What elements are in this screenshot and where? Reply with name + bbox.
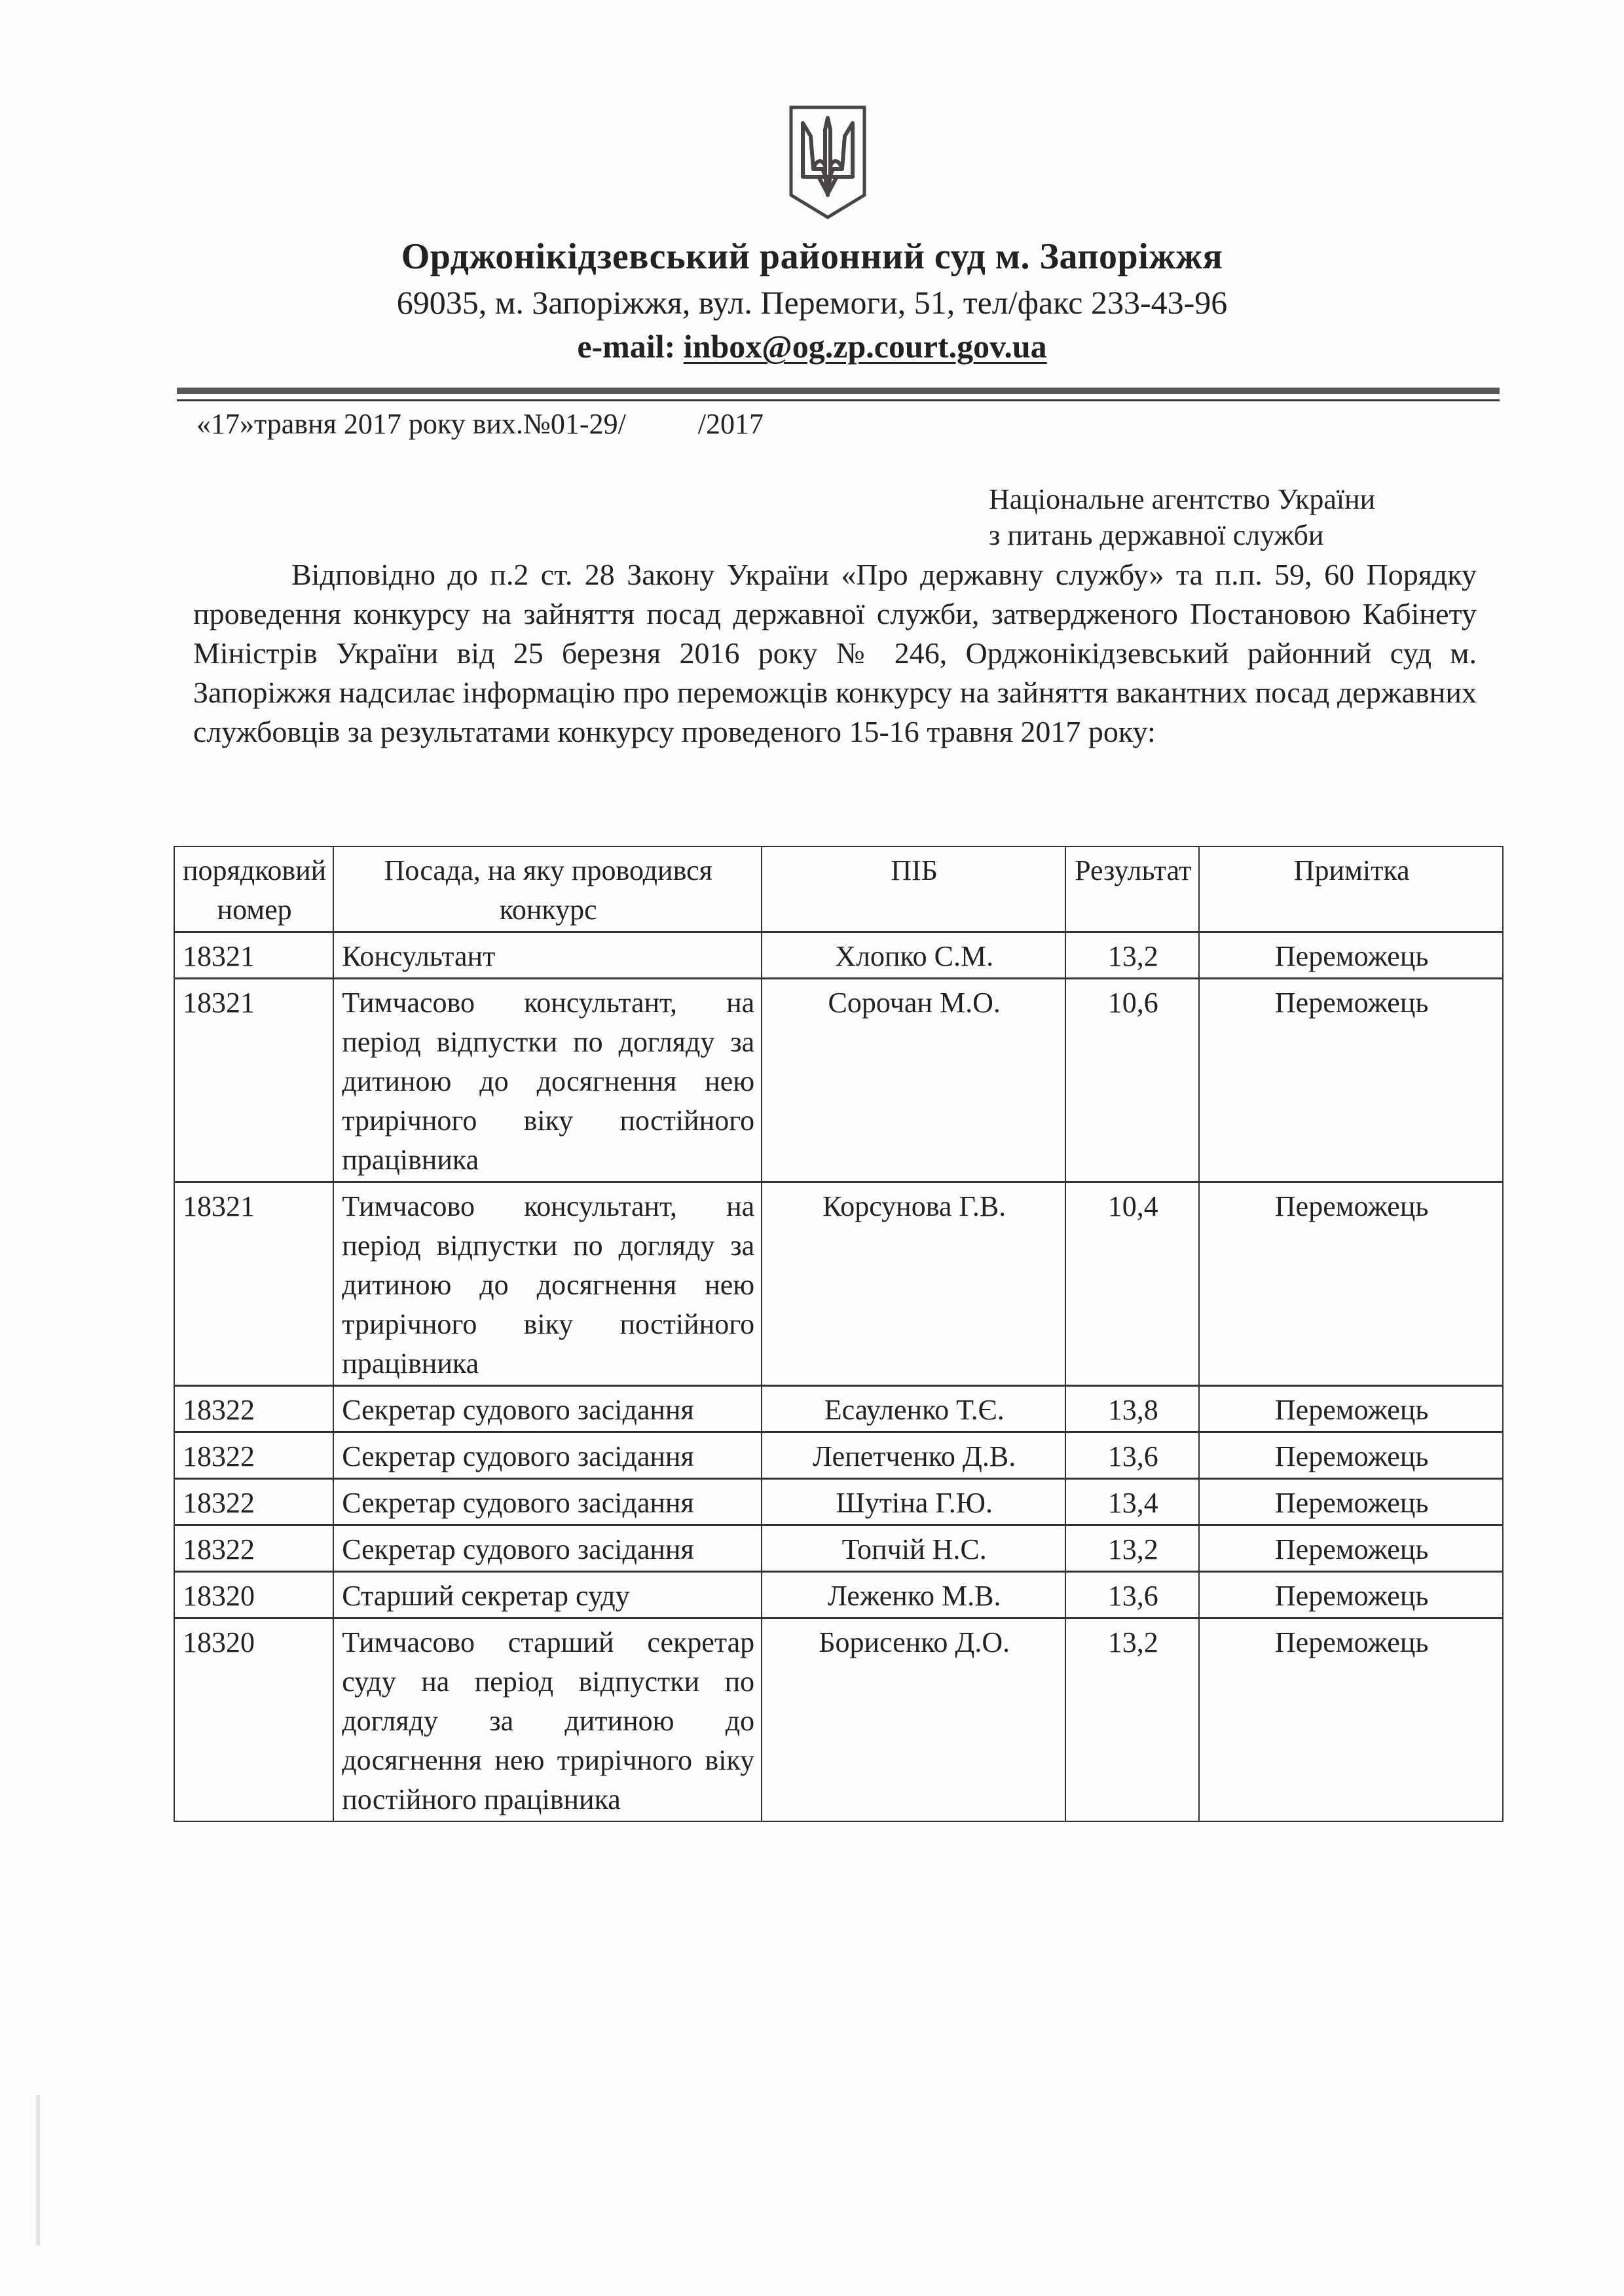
- winners-table: [174, 846, 1504, 1822]
- outgoing-reference: «17»травня 2017 року вих.№01-29/ /2017: [196, 408, 764, 440]
- cell-note: Переможець: [1199, 1479, 1503, 1525]
- cell-number: 18322: [174, 1386, 333, 1432]
- cell-number: 18320: [174, 1618, 333, 1822]
- cell-result: 13,8: [1065, 1386, 1199, 1432]
- table-row: [174, 1572, 1503, 1618]
- cell-result: 13,6: [1065, 1432, 1199, 1479]
- cell-position: Консультант: [333, 932, 762, 979]
- cell-position: Тимчасово консультант, на період відпустки по догляду за дитиною до досягнення нею трирічного віку постійного працівника: [333, 1182, 762, 1386]
- cell-position: Секретар судового засідання: [333, 1525, 762, 1572]
- court-email: [0, 327, 1624, 365]
- cell-result: 10,4: [1065, 1182, 1199, 1386]
- letterhead-rule-thick: [177, 388, 1500, 394]
- cell-result: 13,6: [1065, 1572, 1199, 1618]
- cell-name: Есауленко Т.Є.: [762, 1386, 1065, 1432]
- cell-result: 13,2: [1065, 1525, 1199, 1572]
- letterhead-rule-thin: [177, 399, 1500, 401]
- email-label: e-mail:: [577, 328, 684, 365]
- cell-position: Тимчасово старший секретар суду на період відпустки по догляду за дитиною до досягнення нею трирічного віку постійного працівника: [333, 1618, 762, 1822]
- table-row: [174, 979, 1503, 1182]
- cell-name: Лепетченко Д.В.: [762, 1432, 1065, 1479]
- header-name: ПІБ: [762, 847, 1065, 932]
- scan-artifact: [36, 2095, 40, 2246]
- cell-note: Переможець: [1199, 1182, 1503, 1386]
- cell-note: Переможець: [1199, 979, 1503, 1182]
- cell-position: Секретар судового засідання: [333, 1432, 762, 1479]
- cell-number: 18321: [174, 932, 333, 979]
- cell-name: Корсунова Г.В.: [762, 1182, 1065, 1386]
- court-name: Орджонікідзевський районний суд м. Запоріжжя: [401, 236, 1223, 277]
- cell-number: 18321: [174, 979, 333, 1182]
- header-position: Посада, на яку проводився конкурс: [333, 847, 762, 932]
- cell-name: Хлопко С.М.: [762, 932, 1065, 979]
- cell-name: Сорочан М.О.: [762, 979, 1065, 1182]
- table-row: [174, 1432, 1503, 1479]
- cell-result: 13,2: [1065, 932, 1199, 979]
- cell-position: Тимчасово консультант, на період відпустки по догляду за дитиною до досягнення нею трирічного віку постійного працівника: [333, 979, 762, 1182]
- body-paragraph: Відповідно до п.2 ст. 28 Закону України «Про державну службу» та п.п. 59, 60 Порядку проведення конкурсу на зайняття посад державної служби, затвердженого Постановою Кабінету Міністрів України від 25 березня 2016 року № 246, Орджонікідзевський районний суд м. Запоріжжя надсилає інформацію про переможців конкурсу на зайняття вакантних посад державних службовців за результатами конкурсу проведеного 15-16 травня 2017 року:: [193, 558, 1477, 748]
- cell-position: Секретар судового засідання: [333, 1386, 762, 1432]
- ukraine-coat-of-arms-icon: [787, 103, 868, 220]
- table-row: [174, 1182, 1503, 1386]
- table-row: [174, 1386, 1503, 1432]
- table-row: [174, 932, 1503, 979]
- cell-name: Топчій Н.С.: [762, 1525, 1065, 1572]
- cell-number: 18322: [174, 1525, 333, 1572]
- cell-position: Старший секретар суду: [333, 1572, 762, 1618]
- cell-name: Леженко М.В.: [762, 1572, 1065, 1618]
- cell-note: Переможець: [1199, 1525, 1503, 1572]
- email-link[interactable]: inbox@og.zp.court.gov.ua: [683, 328, 1047, 365]
- cell-number: 18322: [174, 1479, 333, 1525]
- cell-name: Шутіна Г.Ю.: [762, 1479, 1065, 1525]
- addressee: [989, 481, 1375, 553]
- cell-name: Борисенко Д.О.: [762, 1618, 1065, 1822]
- addressee-line-2: з питань державної служби: [989, 519, 1324, 551]
- table-row: [174, 1525, 1503, 1572]
- cell-note: Переможець: [1199, 1618, 1503, 1822]
- table-row: [174, 1618, 1503, 1822]
- cell-note: Переможець: [1199, 1386, 1503, 1432]
- addressee-line-1: Національне агентство України: [989, 483, 1376, 515]
- header-number: порядковий номер: [174, 847, 333, 932]
- header-result: Результат: [1065, 847, 1199, 932]
- table-header-row: [174, 847, 1503, 932]
- cell-result: 10,6: [1065, 979, 1199, 1182]
- cell-note: Переможець: [1199, 1432, 1503, 1479]
- cell-number: 18320: [174, 1572, 333, 1618]
- header-note: Примітка: [1199, 847, 1503, 932]
- cell-note: Переможець: [1199, 932, 1503, 979]
- cell-number: 18322: [174, 1432, 333, 1479]
- court-address: 69035, м. Запоріжжя, вул. Перемоги, 51, тел/факс 233-43-96: [396, 284, 1228, 321]
- cell-note: Переможець: [1199, 1572, 1503, 1618]
- cell-number: 18321: [174, 1182, 333, 1386]
- table-row: [174, 1479, 1503, 1525]
- cell-position: Секретар судового засідання: [333, 1479, 762, 1525]
- cell-result: 13,2: [1065, 1618, 1199, 1822]
- cell-result: 13,4: [1065, 1479, 1199, 1525]
